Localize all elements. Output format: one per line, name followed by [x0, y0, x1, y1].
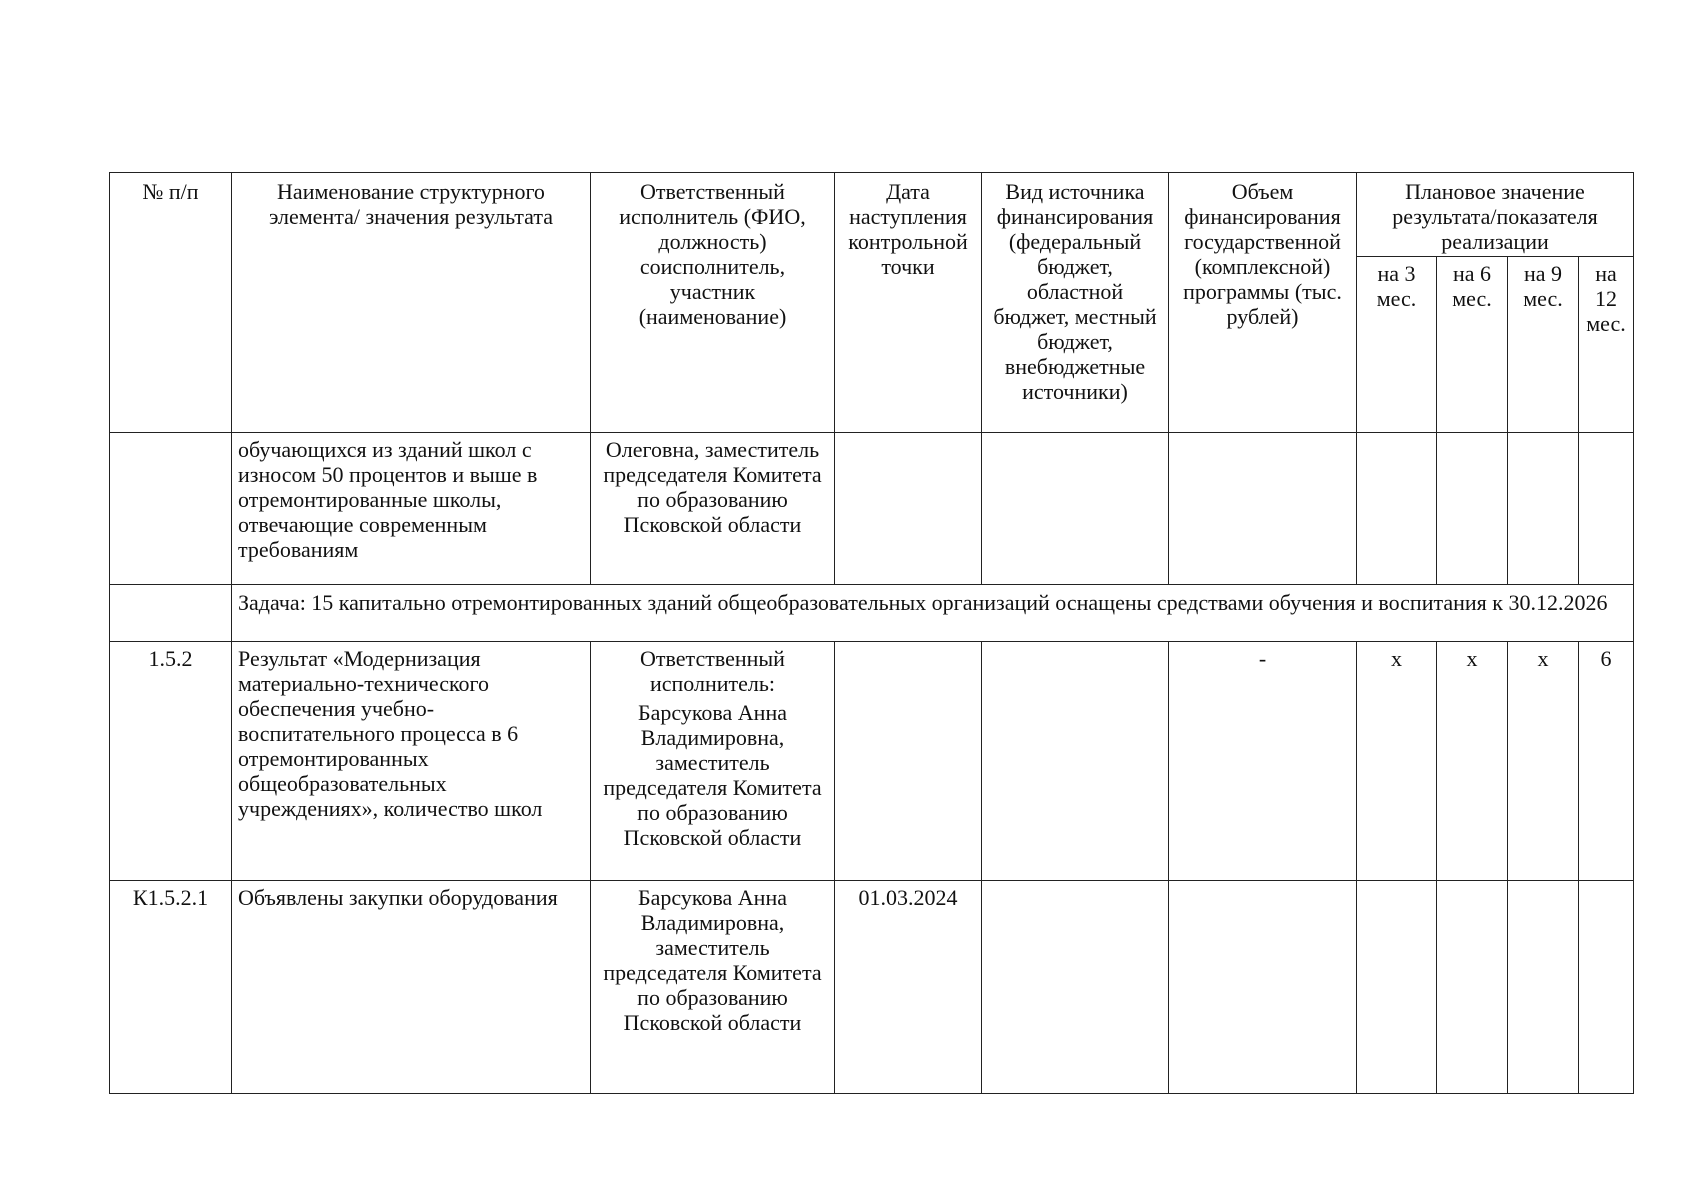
- header-q9: на 9 мес.: [1508, 257, 1579, 433]
- cell-date: [835, 642, 982, 881]
- cell-q12: [1579, 433, 1634, 585]
- cell-q6: [1437, 433, 1508, 585]
- plan-table: [109, 172, 1634, 1094]
- table-row-continuation: [110, 433, 1634, 585]
- cell-q9: х: [1508, 642, 1579, 881]
- cell-num: К1.5.2.1: [110, 881, 232, 1094]
- cell-date: 01.03.2024: [835, 881, 982, 1094]
- header-date: Дата наступления контрольной точки: [835, 173, 982, 433]
- cell-responsible: Олеговна, заместитель председателя Комитета по образованию Псковской области: [591, 433, 835, 585]
- cell-q6: [1437, 881, 1508, 1094]
- cell-name: Результат «Модернизация материально-технического обеспечения учебно-воспитательного процесса в 6 отремонтированных общеобразовательных учреждениях», количество школ: [232, 642, 591, 881]
- responsible-label: Ответственный исполнитель:: [640, 646, 785, 696]
- responsible-person: Барсукова Анна Владимировна, заместитель председателя Комитета по образованию Псковской области: [603, 700, 822, 850]
- header-responsible: Ответственный исполнитель (ФИО, должность) соисполнитель, участник (наименование): [591, 173, 835, 433]
- header-planned: Плановое значение результата/показателя реализации: [1357, 173, 1634, 257]
- cell-source: [982, 642, 1169, 881]
- cell-num: [110, 433, 232, 585]
- cell-source: [982, 881, 1169, 1094]
- table-row-result: [110, 642, 1634, 881]
- cell-q9: [1508, 881, 1579, 1094]
- header-row: [110, 173, 1634, 257]
- cell-q9: [1508, 433, 1579, 585]
- cell-q3: [1357, 881, 1437, 1094]
- table-row-checkpoint: [110, 881, 1634, 1094]
- cell-source: [982, 433, 1169, 585]
- cell-num: [110, 585, 232, 642]
- header-volume: Объем финансирования государственной (комплексной) программы (тыс. рублей): [1169, 173, 1357, 433]
- cell-volume: [1169, 433, 1357, 585]
- cell-q12: [1579, 881, 1634, 1094]
- cell-date: [835, 433, 982, 585]
- cell-num: 1.5.2: [110, 642, 232, 881]
- task-text: Задача: 15 капитально отремонтированных зданий общеобразовательных организаций оснащены средствами обучения и воспитания к 30.12.2026: [232, 585, 1634, 642]
- cell-name: обучающихся из зданий школ с износом 50 процентов и выше в отремонтированные школы, отвечающие современным требованиям: [232, 433, 591, 585]
- cell-q12: 6: [1579, 642, 1634, 881]
- cell-responsible: Барсукова Анна Владимировна, заместитель председателя Комитета по образованию Псковской области: [591, 881, 835, 1094]
- cell-volume: -: [1169, 642, 1357, 881]
- cell-q3: х: [1357, 642, 1437, 881]
- cell-q6: х: [1437, 642, 1508, 881]
- cell-name: Объявлены закупки оборудования: [232, 881, 591, 1094]
- header-num: № п/п: [110, 173, 232, 433]
- header-q6: на 6 мес.: [1437, 257, 1508, 433]
- cell-volume: [1169, 881, 1357, 1094]
- table-row-task: [110, 585, 1634, 642]
- header-name: Наименование структурного элемента/ значения результата: [232, 173, 591, 433]
- header-source: Вид источника финансирования (федеральный бюджет, областной бюджет, местный бюджет, внебюджетные источники): [982, 173, 1169, 433]
- header-q3: на 3 мес.: [1357, 257, 1437, 433]
- cell-q3: [1357, 433, 1437, 585]
- cell-responsible: [591, 642, 835, 881]
- header-q12: на 12 мес.: [1579, 257, 1634, 433]
